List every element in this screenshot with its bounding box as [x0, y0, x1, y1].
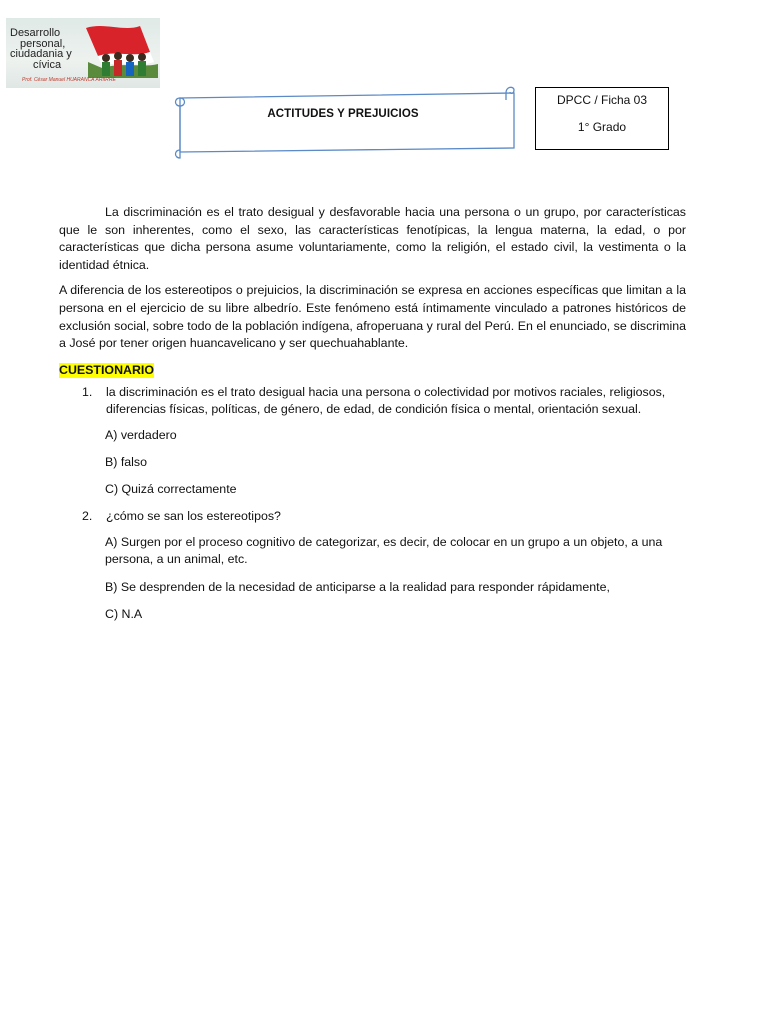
question-text: la discriminación es el trato desigual hacia una persona o colectividad por motivos raciales, religiosos, diferencias físicas, políticas, de género, de edad, de condición física o mental, orientación sexual.: [106, 384, 666, 417]
question-1-option-c: C) Quizá correctamente: [105, 482, 237, 497]
question-1: [59, 384, 686, 419]
question-1-option-a: A) verdadero: [105, 427, 177, 442]
question-2-option-b: B) Se desprenden de la necesidad de anticiparse a la realidad para responder rápidamente,: [105, 579, 610, 594]
paragraph-2: A diferencia de los estereotipos o prejuicios, la discriminación se expresa en acciones específicas que limitan a la persona en el ejercicio de su libre albedrío. Este fenómeno está íntimamente vinculado a patrones históricos de exclusión social, sobre todo de la población indígena, afroperuana y rural del Perú. En el enunciado, se discrimina a José por tener origen huancavelicano y ser quechuahablante.: [59, 283, 686, 351]
grade-label: 1° Grado: [577, 120, 627, 134]
worksheet-code: DPCC / Ficha 03: [556, 93, 648, 107]
questionnaire-heading: CUESTIONARIO: [59, 362, 154, 377]
peru-flag-icon: [84, 22, 158, 78]
question-2-option-a: A) Surgen por el proceso cognitivo de categorizar, es decir, de colocar en un grupo a un objeto, a una persona, a un animal, etc.: [105, 534, 663, 567]
logo-signature: Prof. César Manuel HUARANCA ARIIRRE: [22, 77, 116, 83]
course-logo: [6, 18, 160, 88]
scroll-banner-icon: [170, 86, 520, 160]
document-title: ACTITUDES Y PREJUICIOS: [267, 108, 419, 120]
worksheet-info-box: [535, 87, 669, 150]
paragraph-1: La discriminación es el trato desigual y desfavorable hacia una persona o un grupo, por características que le son inherentes, como el sexo, las características fenotípicas, la lengua materna, la edad, o por características que dicha persona asume voluntariamente, como la religión, el estado civil, la vestimenta o la identidad étnica.: [59, 205, 686, 272]
document-body: [59, 204, 686, 633]
question-text: ¿cómo se san los estereotipos?: [106, 509, 281, 524]
logo-text-line-1: Desarrollo: [10, 27, 61, 39]
question-1-option-b: B) falso: [105, 455, 148, 470]
question-number: 2.: [82, 509, 93, 524]
question-number: 1.: [82, 384, 93, 399]
question-2: [59, 508, 686, 526]
logo-text-line-4: cívica: [33, 59, 62, 71]
logo-text-line-2: personal,: [20, 38, 66, 50]
logo-text-line-3: ciudadania y: [10, 48, 72, 60]
question-2-option-c: C) N.A: [105, 606, 143, 621]
